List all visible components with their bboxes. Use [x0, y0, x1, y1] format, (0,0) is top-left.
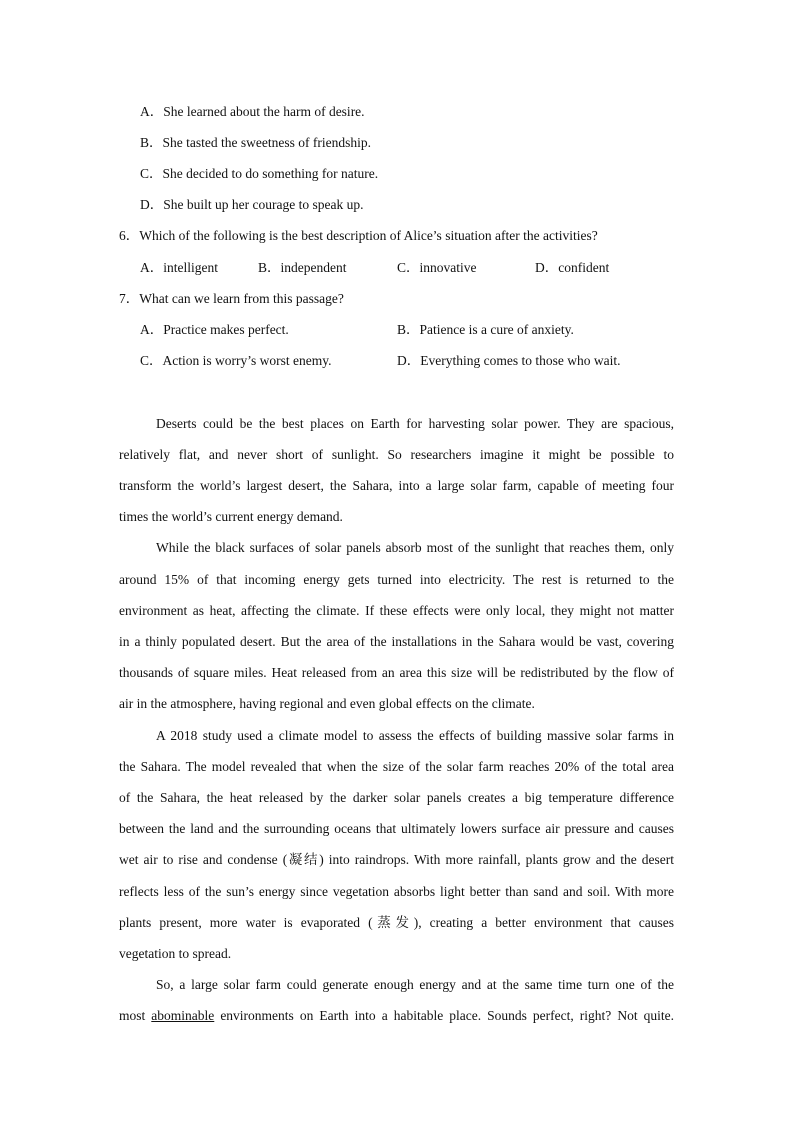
passage-p3-line: between the land and the surrounding oceans that ultimately lowers surface air pressure and causes — [119, 821, 674, 836]
passage-p2-line: environment as heat, affecting the climate. If these effects were only local, they might not matter — [119, 603, 674, 618]
option-letter: B． — [140, 135, 163, 150]
option-letter: C． — [397, 260, 420, 275]
passage-p2-line: around 15% of that incoming energy gets turned into electricity. The rest is returned to the — [119, 572, 674, 587]
option-text: Practice makes perfect. — [163, 322, 289, 337]
q7-option-a — [140, 322, 289, 338]
option-letter: D． — [397, 353, 421, 368]
passage-p1-line: times the world’s current energy demand. — [119, 509, 343, 524]
option-text: independent — [280, 260, 347, 275]
passage-p1-line: relatively flat, and never short of sunlight. So researchers imagine it might be possible to — [119, 447, 674, 462]
passage-p3-line: plants present, more water is evaporated (蒸发), creating a better environment that causes — [119, 915, 674, 930]
q7-option-b — [397, 322, 574, 338]
q5-option-d — [140, 197, 363, 213]
q6-option-b — [258, 260, 347, 276]
option-letter: C． — [140, 353, 163, 368]
passage-p3-line: A 2018 study used a climate model to assess the effects of building massive solar farms in — [156, 728, 674, 743]
option-text: Action is worry’s worst enemy. — [162, 353, 332, 368]
passage-p2-line: in a thinly populated desert. But the area of the installations in the Sahara would be vast, covering — [119, 634, 674, 649]
passage-p2-line: air in the atmosphere, having regional and even global effects on the climate. — [119, 696, 535, 711]
q5-option-a — [140, 104, 365, 120]
text-span: most — [119, 1008, 152, 1023]
passage-p1-line: Deserts could be the best places on Earth for harvesting solar power. They are spacious, — [156, 416, 674, 431]
text-span: environments on Earth into a habitable place. Sounds perfect, right? Not quite. — [214, 1008, 674, 1023]
q6-stem — [119, 228, 598, 244]
q5-option-c — [140, 166, 378, 182]
question-number: 7． — [119, 291, 140, 306]
question-number: 6． — [119, 228, 140, 243]
question-text: What can we learn from this passage? — [139, 291, 344, 306]
underlined-word: abominable — [151, 1008, 215, 1023]
passage-p3-line: the Sahara. The model revealed that when the size of the solar farm reaches 20% of the total area — [119, 759, 674, 774]
option-letter: B． — [397, 322, 420, 337]
q6-option-c — [397, 260, 477, 276]
option-letter: D． — [535, 260, 559, 275]
option-text: She learned about the harm of desire. — [163, 104, 365, 119]
passage-p4-line: So, a large solar farm could generate enough energy and at the same time turn one of the — [156, 977, 674, 992]
option-letter: B． — [258, 260, 281, 275]
passage-p4-line — [119, 1008, 674, 1024]
option-text: Patience is a cure of anxiety. — [419, 322, 574, 337]
option-text: innovative — [419, 260, 477, 275]
question-text: Which of the following is the best description of Alice’s situation after the activities? — [139, 228, 598, 243]
option-text: She decided to do something for nature. — [162, 166, 379, 181]
option-text: Everything comes to those who wait. — [420, 353, 621, 368]
passage-p3-line: wet air to rise and condense (凝结) into raindrops. With more rainfall, plants grow and the desert — [119, 852, 674, 867]
option-letter: A． — [140, 322, 164, 337]
passage-p3-line: of the Sahara, the heat released by the darker solar panels creates a big temperature difference — [119, 790, 674, 805]
passage-p2-line: thousands of square miles. Heat released from an area this size will be redistributed by the flow of — [119, 665, 674, 680]
passage-p1-line: transform the world’s largest desert, the Sahara, into a large solar farm, capable of meeting four — [119, 478, 674, 493]
q7-option-c — [140, 353, 332, 369]
q6-option-a — [140, 260, 218, 276]
option-letter: C． — [140, 166, 163, 181]
option-text: She built up her courage to speak up. — [163, 197, 364, 212]
option-text: intelligent — [163, 260, 218, 275]
option-letter: A． — [140, 104, 164, 119]
option-letter: D． — [140, 197, 164, 212]
option-text: confident — [558, 260, 610, 275]
option-letter: A． — [140, 260, 164, 275]
q7-stem — [119, 291, 344, 307]
q5-option-b — [140, 135, 371, 151]
passage-p3-line: reflects less of the sun’s energy since vegetation absorbs light better than sand and soil. With more — [119, 884, 674, 899]
passage-p3-line: vegetation to spread. — [119, 946, 232, 961]
option-text: She tasted the sweetness of friendship. — [162, 135, 371, 150]
passage-p2-line: While the black surfaces of solar panels absorb most of the sunlight that reaches them, only — [156, 540, 674, 555]
q6-option-d — [535, 260, 609, 276]
q7-option-d — [397, 353, 620, 369]
